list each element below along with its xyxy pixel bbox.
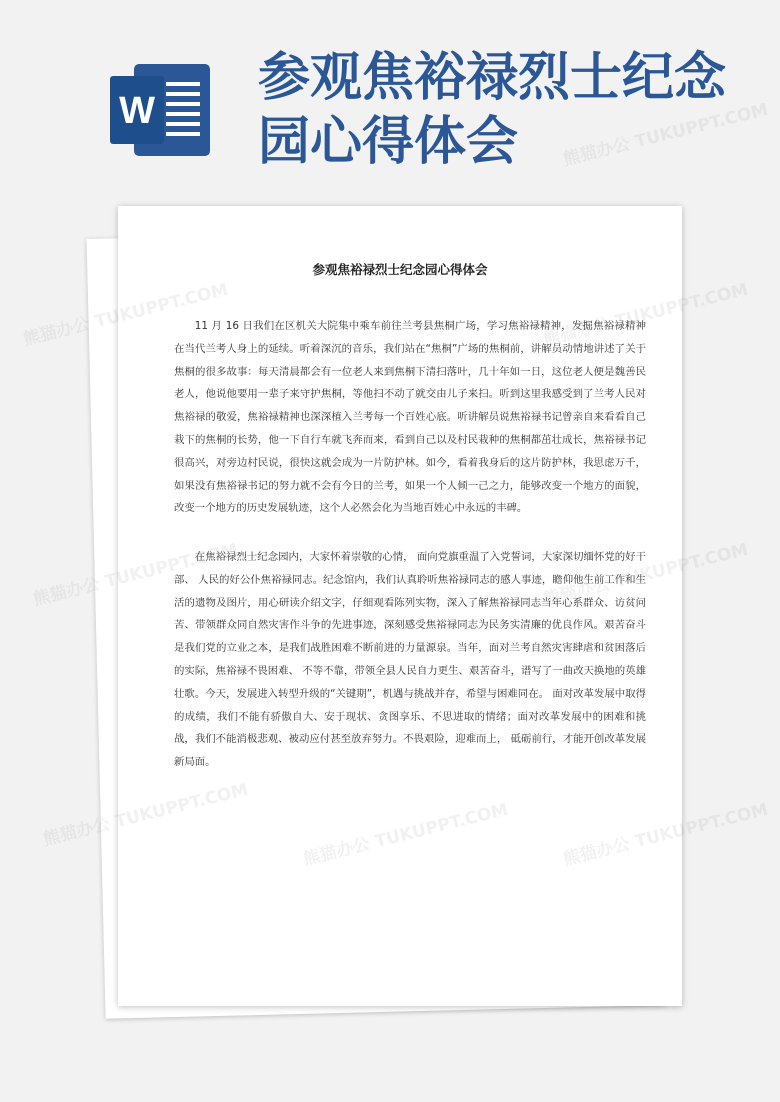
page-title: 参观焦裕禄烈士纪念园心得体会: [258, 47, 727, 172]
watermark-text: 熊猫办公: [21, 314, 93, 351]
document-paragraph-2: 在焦裕禄烈士纪念园内，大家怀着崇敬的心情， 面向党旗重温了入党誓词，大家深切缅怀党的好干部、 人民的好公仆焦裕禄同志。纪念馆内，我们认真聆听焦裕禄同志的感人事迹，瞻仰他生前工作和生活的遗物及图片，用心研读介绍文字，仔细观看陈列实物，深入了解焦裕禄同志当年心系群众、访贫问苦、带领群众同自然灾害作斗争的先进事迹，深刻感受焦裕禄同志为民务实清廉的优良作风。艰苦奋斗是我们党的立业之本，是我们战胜困难不断前进的力量源泉。当年，面对兰考自然灾害肆虐和贫困落后的实际，焦裕禄不畏困难、 不等不靠，带领全县人民自力更生、艰苦奋斗，谱写了一曲改天换地的英雄壮歌。今天，发展进入转型升级的“关键期”，机遇与挑战并存，希望与困难同在。 面对改革发展中取得的成绩，我们不能有骄傲自大、安于现状、贪图享乐、不思进取的情绪；面对改革发展中的困难和挑战，我们不能消极悲观、被动应付甚至放弃努力。不畏艰险，迎难而上， 砥砺前行，才能开创改革发展新局面。: [174, 551, 646, 769]
watermark-text: TUKUPPT.COM: [633, 799, 771, 853]
header: [0, 0, 780, 200]
watermark-text: 熊猫办公: [41, 814, 113, 851]
word-icon: [108, 58, 216, 162]
word-icon-letter: W: [119, 90, 155, 132]
document-paragraph-1: 11 月 16 日我们在区机关大院集中乘车前往兰考县焦桐广场，学习焦裕禄精神，发掘焦裕禄精神在当代兰考人身上的延续。听着深沉的音乐，我们站在“焦桐”广场的焦桐前，讲解员动情地讲述了关于焦桐的很多故事：每天清晨都会有一位老人来到焦桐下清扫落叶，几十年如一日，这位老人便是魏善民老人，他说他要用一辈子来守护焦桐，等他扫不动了就交由儿子来扫。听到这里我感受到了兰考人民对焦裕禄的敬爱，焦裕禄精神也深深植入兰考每一个百姓心底。听讲解员说焦裕禄书记曾亲自来看看自己栽下的焦桐的长势，他一下自行车就飞奔而来，看到自己以及村民栽种的焦桐都茁壮成长，焦裕禄书记很高兴，对旁边村民说，很快这就会成为一片防护林。如今，看着我身后的这片防护林，我思虑万千，如果没有焦裕禄书记的努力就不会有今日的兰考，如果一个人倾一己之力，能够改变一个地方的面貌，改变一个地方的历史发展轨迹，这个人必然会化为当地百姓心中永远的丰碑。: [174, 320, 646, 515]
watermark-text: 熊猫办公: [31, 574, 103, 611]
document-page: [118, 206, 682, 1006]
watermark-text: 熊猫办公 TUKUPPT.COM: [561, 99, 771, 171]
document-title: 参观焦裕禄烈士纪念园心得体会: [312, 262, 488, 277]
